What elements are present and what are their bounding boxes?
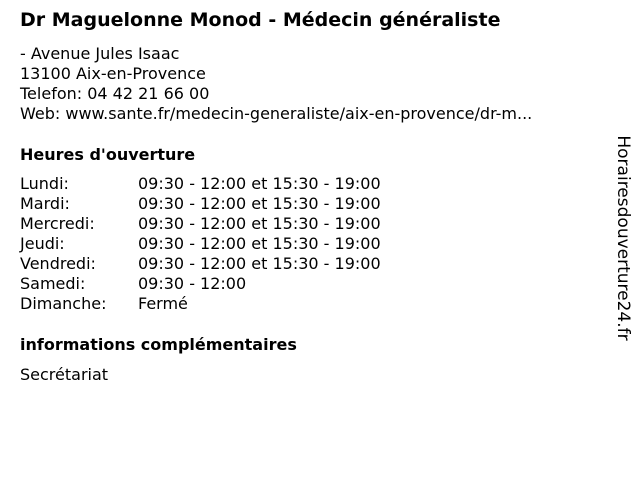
day-label: Jeudi: — [20, 234, 65, 253]
city-address: 13100 Aix-en-Provence — [20, 64, 206, 83]
day-label: Vendredi: — [20, 254, 96, 273]
hours-row-saturday — [20, 274, 381, 294]
street-address: - Avenue Jules Isaac — [20, 44, 180, 63]
hours-row-sunday — [20, 294, 381, 314]
address-block — [20, 44, 532, 124]
hours-row-monday — [20, 174, 381, 194]
day-label: Mercredi: — [20, 214, 95, 233]
hours-row-wednesday — [20, 214, 381, 234]
day-label: Lundi: — [20, 174, 69, 193]
page-title: Dr Maguelonne Monod - Médecin généraliste — [20, 9, 501, 31]
day-hours: 09:30 - 12:00 et 15:30 - 19:00 — [138, 254, 381, 273]
info-text: Secrétariat — [20, 365, 109, 384]
day-label: Mardi: — [20, 194, 70, 213]
hours-row-thursday — [20, 234, 381, 254]
day-hours: 09:30 - 12:00 et 15:30 - 19:00 — [138, 234, 381, 253]
day-hours: Fermé — [138, 294, 188, 313]
hours-row-tuesday — [20, 194, 381, 214]
hours-heading: Heures d'ouverture — [20, 145, 196, 164]
day-hours: 09:30 - 12:00 et 15:30 - 19:00 — [138, 194, 381, 213]
day-label: Samedi: — [20, 274, 86, 293]
site-watermark: Horairesdouverture24.fr — [613, 135, 633, 341]
info-heading: informations complémentaires — [20, 335, 297, 354]
phone-number: Telefon: 04 42 21 66 00 — [20, 84, 210, 103]
day-label: Dimanche: — [20, 294, 107, 313]
day-hours: 09:30 - 12:00 — [138, 274, 247, 293]
opening-hours-list — [20, 174, 381, 314]
day-hours: 09:30 - 12:00 et 15:30 - 19:00 — [138, 214, 381, 233]
hours-row-friday — [20, 254, 381, 274]
day-hours: 09:30 - 12:00 et 15:30 - 19:00 — [138, 174, 381, 193]
website-link[interactable]: Web: www.sante.fr/medecin-generaliste/aix-en-provence/dr-m... — [20, 104, 533, 123]
